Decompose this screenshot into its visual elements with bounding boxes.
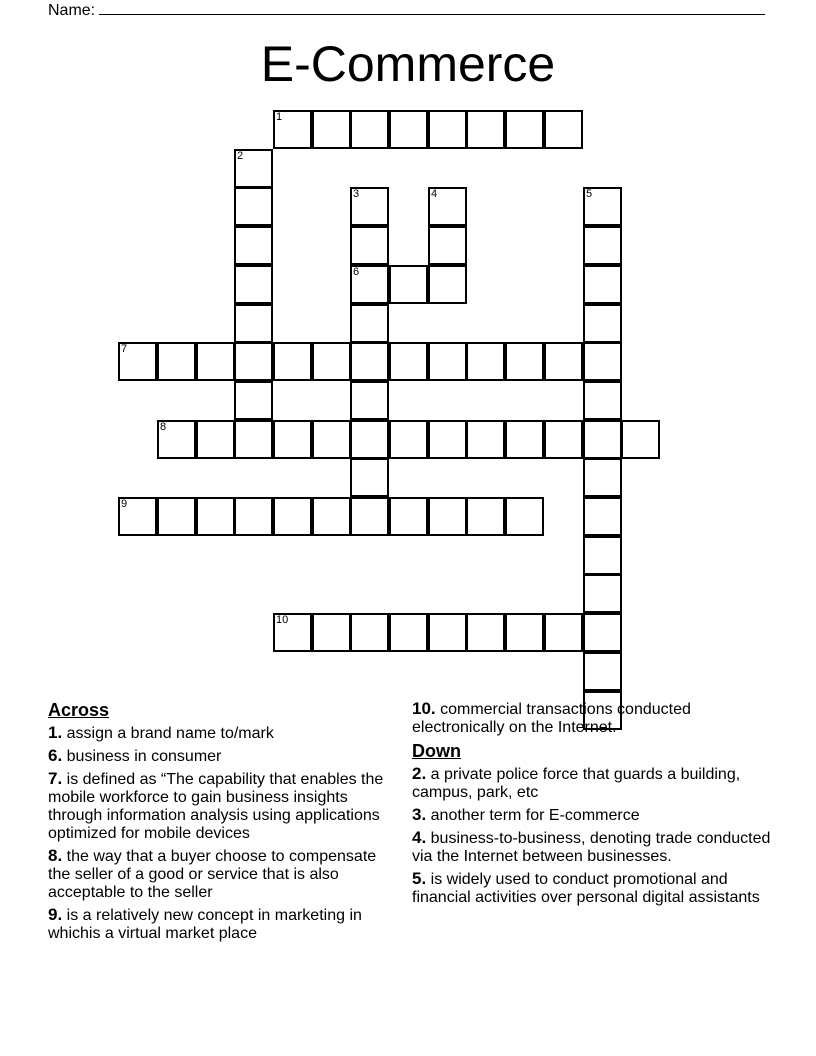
grid-cell[interactable] xyxy=(273,110,312,149)
grid-cell[interactable] xyxy=(389,342,428,381)
grid-cell[interactable] xyxy=(118,342,157,381)
grid-cell[interactable] xyxy=(350,110,389,149)
grid-cell[interactable] xyxy=(157,420,196,459)
grid-cell[interactable] xyxy=(196,497,235,536)
grid-cell[interactable] xyxy=(350,342,389,381)
grid-cell[interactable] xyxy=(350,458,389,497)
cell-number: 7 xyxy=(121,343,128,355)
clue-down-5: 5. is widely used to conduct promotional and financial activities over personal digital assistants xyxy=(412,869,760,906)
grid-cell[interactable] xyxy=(583,381,622,420)
clues-right-column xyxy=(412,700,772,911)
grid-cell[interactable] xyxy=(350,226,389,265)
grid-cell[interactable] xyxy=(428,187,467,226)
grid-cell[interactable] xyxy=(544,613,583,652)
grid-cell[interactable] xyxy=(466,110,505,149)
grid-cell[interactable] xyxy=(234,226,273,265)
clue-across-10: 10. commercial transactions conducted electronically on the Internet. xyxy=(412,699,691,736)
grid-cell[interactable] xyxy=(157,497,196,536)
grid-cell[interactable] xyxy=(505,342,544,381)
cell-number: 9 xyxy=(121,498,128,510)
grid-cell[interactable] xyxy=(389,265,428,304)
grid-cell[interactable] xyxy=(621,420,660,459)
grid-cell[interactable] xyxy=(505,613,544,652)
grid-cell[interactable] xyxy=(234,497,273,536)
cell-number: 4 xyxy=(431,188,438,200)
grid-cell[interactable] xyxy=(428,265,467,304)
grid-cell[interactable] xyxy=(583,304,622,343)
grid-cell[interactable] xyxy=(389,110,428,149)
cell-number: 3 xyxy=(353,188,360,200)
clue-across-9: 9. is a relatively new concept in marketing in whichis a virtual market place xyxy=(48,905,362,942)
grid-cell[interactable] xyxy=(234,381,273,420)
grid-cell[interactable] xyxy=(583,420,622,459)
grid-cell[interactable] xyxy=(234,342,273,381)
grid-cell[interactable] xyxy=(234,304,273,343)
grid-cell[interactable] xyxy=(583,652,622,691)
grid-cell[interactable] xyxy=(234,149,273,188)
grid-cell[interactable] xyxy=(544,342,583,381)
grid-cell[interactable] xyxy=(428,497,467,536)
grid-cell[interactable] xyxy=(196,342,235,381)
grid-cell[interactable] xyxy=(466,420,505,459)
grid-cell[interactable] xyxy=(273,497,312,536)
down-heading: Down xyxy=(412,741,461,761)
grid-cell[interactable] xyxy=(350,187,389,226)
grid-cell[interactable] xyxy=(234,187,273,226)
cell-number: 2 xyxy=(237,150,244,162)
grid-cell[interactable] xyxy=(505,497,544,536)
grid-cell[interactable] xyxy=(350,497,389,536)
grid-cell[interactable] xyxy=(234,265,273,304)
grid-cell[interactable] xyxy=(583,536,622,575)
clue-across-6: 6. business in consumer xyxy=(48,746,222,765)
across-heading: Across xyxy=(48,700,110,720)
grid-cell[interactable] xyxy=(466,613,505,652)
grid-cell[interactable] xyxy=(312,420,351,459)
grid-cell[interactable] xyxy=(428,420,467,459)
grid-cell[interactable] xyxy=(583,187,622,226)
grid-cell[interactable] xyxy=(350,265,389,304)
grid-cell[interactable] xyxy=(428,226,467,265)
grid-cell[interactable] xyxy=(583,574,622,613)
grid-cell[interactable] xyxy=(312,342,351,381)
grid-cell[interactable] xyxy=(312,497,351,536)
grid-cell[interactable] xyxy=(466,497,505,536)
clue-down-3: 3. another term for E-commerce xyxy=(412,805,640,824)
cell-number: 6 xyxy=(353,266,360,278)
grid-cell[interactable] xyxy=(428,613,467,652)
clue-across-7: 7. is defined as “The capability that enables the mobile workforce to gain business insights through information analysis using applications optimized for mobile devices xyxy=(48,769,384,842)
grid-cell[interactable] xyxy=(312,110,351,149)
grid-cell[interactable] xyxy=(118,497,157,536)
grid-cell[interactable] xyxy=(583,265,622,304)
cell-number: 10 xyxy=(276,614,289,626)
grid-cell[interactable] xyxy=(505,110,544,149)
cell-number: 1 xyxy=(276,111,283,123)
grid-cell[interactable] xyxy=(428,110,467,149)
name-label: Name: xyxy=(48,2,96,19)
grid-cell[interactable] xyxy=(583,458,622,497)
grid-cell[interactable] xyxy=(389,613,428,652)
grid-cell[interactable] xyxy=(389,420,428,459)
clue-across-8: 8. the way that a buyer choose to compensate the seller of a good or service that is also acceptable to the seller xyxy=(48,846,377,901)
grid-cell[interactable] xyxy=(583,497,622,536)
grid-cell[interactable] xyxy=(389,497,428,536)
grid-cell[interactable] xyxy=(312,613,351,652)
puzzle-title: E-Commerce xyxy=(260,36,556,92)
grid-cell[interactable] xyxy=(350,613,389,652)
grid-cell[interactable] xyxy=(583,613,622,652)
grid-cell[interactable] xyxy=(350,381,389,420)
grid-cell[interactable] xyxy=(544,420,583,459)
grid-cell[interactable] xyxy=(273,613,312,652)
grid-cell[interactable] xyxy=(466,342,505,381)
clues-left-column xyxy=(48,700,398,947)
grid-cell[interactable] xyxy=(505,420,544,459)
grid-cell[interactable] xyxy=(583,226,622,265)
cell-number: 8 xyxy=(160,421,167,433)
clue-across-1: 1. assign a brand name to/mark xyxy=(48,723,274,742)
grid-cell[interactable] xyxy=(350,420,389,459)
grid-cell[interactable] xyxy=(583,342,622,381)
grid-cell[interactable] xyxy=(350,304,389,343)
grid-cell[interactable] xyxy=(544,110,583,149)
grid-cell[interactable] xyxy=(157,342,196,381)
clue-down-2: 2. a private police force that guards a building, campus, park, etc xyxy=(412,764,741,801)
grid-cell[interactable] xyxy=(273,342,312,381)
grid-cell[interactable] xyxy=(428,342,467,381)
clue-down-4: 4. business-to-business, denoting trade conducted via the Internet between businesses. xyxy=(412,828,771,865)
grid-cell[interactable] xyxy=(196,420,235,459)
grid-cell[interactable] xyxy=(234,420,273,459)
grid-cell[interactable] xyxy=(273,420,312,459)
cell-number: 5 xyxy=(586,188,593,200)
